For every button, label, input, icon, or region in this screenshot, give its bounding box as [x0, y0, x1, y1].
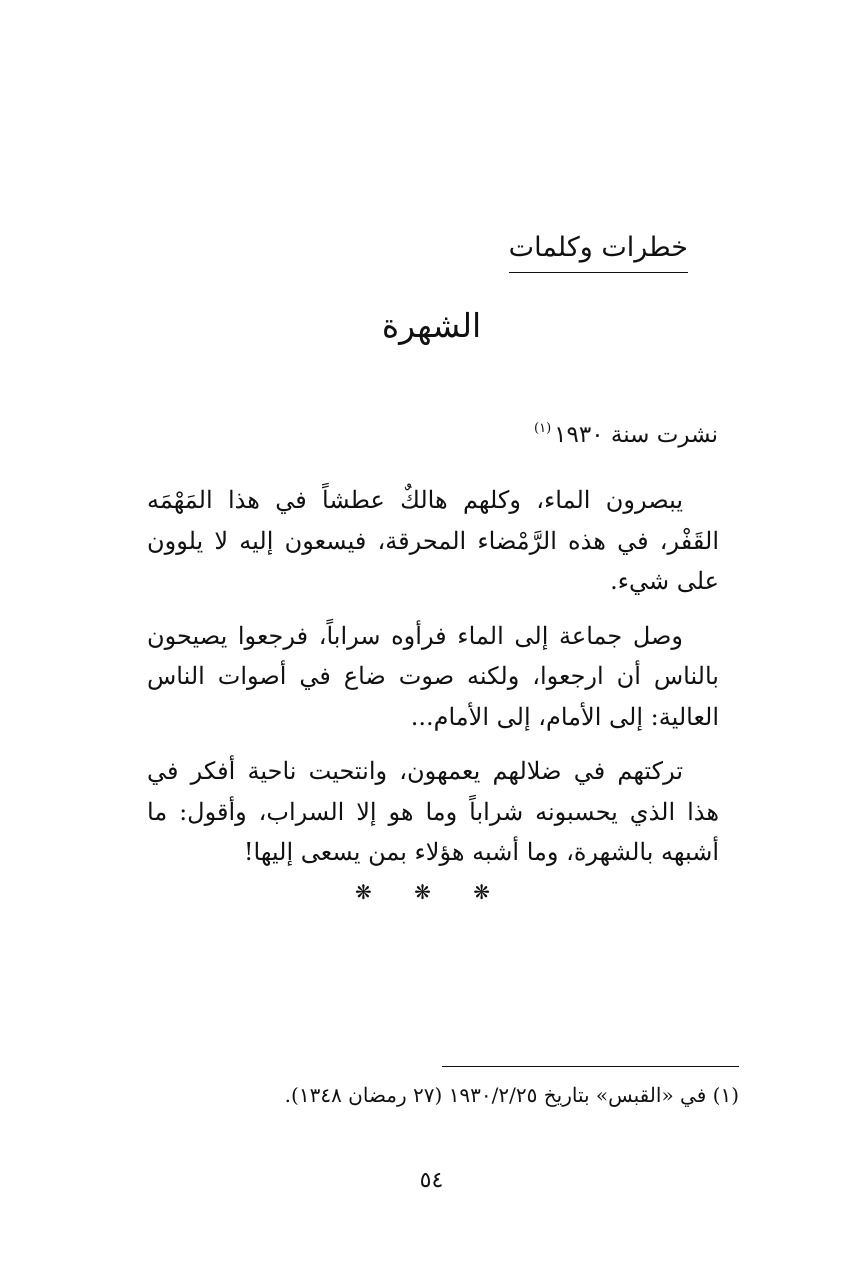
article-title: الشهرة [381, 306, 482, 345]
paragraph-3: تركتهم في ضلالهم يعمهون، وانتحيت ناحية أفكر في هذا الذي يحسبونه شراباً وما هو إلا السراب، وأقول: ما أشبهه بالشهرة، وما أشبه هؤلاء بمن يسعى إليها! [147, 757, 719, 866]
footnote-divider [442, 1066, 739, 1067]
section-separator: ❋ ❋ ❋ [355, 880, 508, 904]
section-header: خطرات وكلمات [509, 228, 688, 273]
paragraph-2: وصل جماعة إلى الماء فرأوه سراباً، فرجعوا يصيحون بالناس أن ارجعوا، ولكنه صوت ضاع في أصوات الناس العالية: إلى الأمام، إلى الأمام... [147, 621, 719, 731]
footnote-marker: (١) [534, 421, 552, 436]
footnote: (١) في «القبس» بتاريخ ١٩٣٠/٢/٢٥ (٢٧ رمضان ١٣٤٨). [284, 1083, 739, 1107]
article-body [147, 480, 719, 887]
page-number: ٥٤ [419, 1168, 444, 1193]
publication-date: نشرت سنة ١٩٣٠ [554, 422, 718, 448]
publication-note [534, 410, 718, 454]
paragraph-1: يبصرون الماء، وكلهم هالكٌ عطشاً في هذا المَهْمَه القَفْر، في هذه الرَّمْضاء المحرقة، فيسعون إليه لا يلوون على شيء. [147, 486, 719, 595]
